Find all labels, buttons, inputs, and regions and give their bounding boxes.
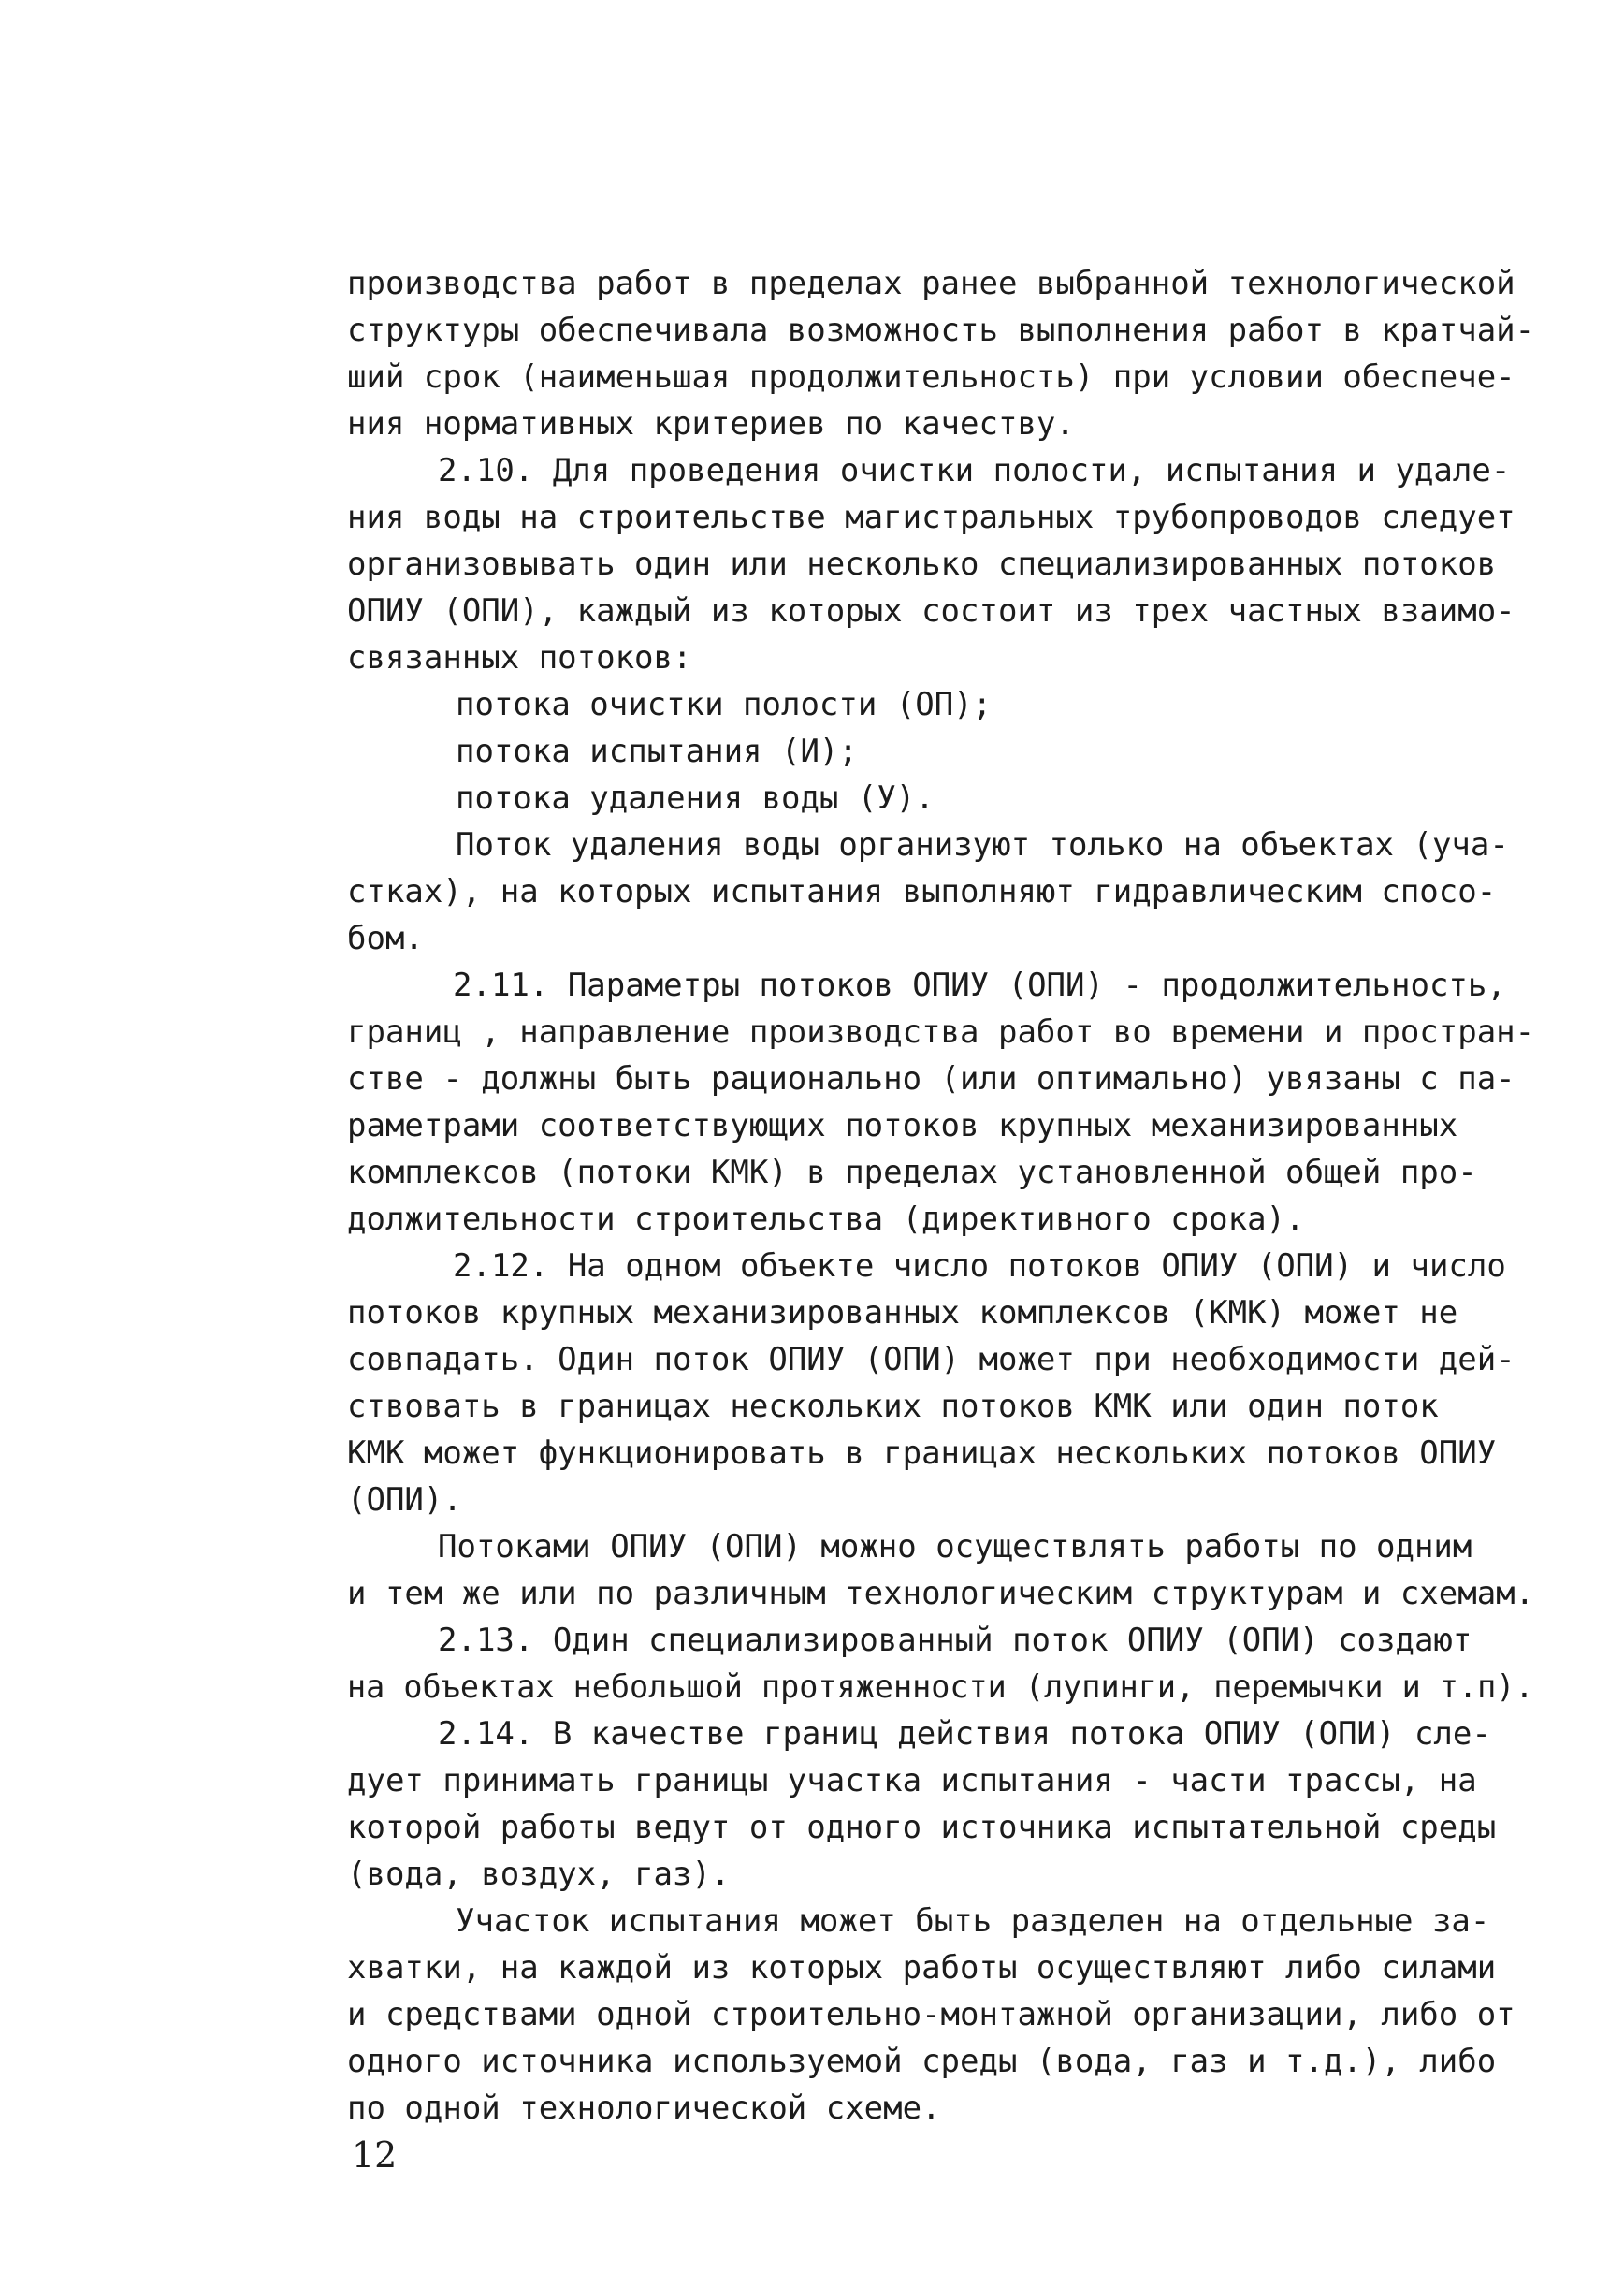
text-line: бом. <box>347 920 424 957</box>
text-line: организовывать один или несколько специализированных потоков <box>347 546 1497 583</box>
text-line: ния воды на строительстве магистральных трубопроводов следует <box>347 499 1515 536</box>
text-line: Потоками ОПИУ (ОПИ) можно осуществлять работы по одним <box>438 1528 1472 1565</box>
text-line: Поток удаления воды организуют только на объектах (уча- <box>456 826 1509 864</box>
text-line: (вода, воздух, газ). <box>347 1856 731 1893</box>
text-line: ствовать в границах нескольких потоков КМК или один поток <box>347 1388 1439 1425</box>
text-line: по одной технологической схеме. <box>347 2089 941 2127</box>
text-line: КМК может функционировать в границах нескольких потоков ОПИУ <box>347 1434 1497 1472</box>
text-line: и средствами одной строительно-монтажной организации, либо от <box>347 1996 1515 2033</box>
text-line: потоков крупных механизированных комплексов (КМК) может не <box>347 1294 1458 1332</box>
text-line: производства работ в пределах ранее выбранной технологической <box>347 265 1515 302</box>
text-line: стках), на которых испытания выполняют гидравлическим спосо- <box>347 873 1497 910</box>
text-line: на объектах небольшой протяженности (лупинги, перемычки и т.п). <box>347 1668 1534 1706</box>
paragraph-heading-2-14: 2.14. В качестве границ действия потока ОПИУ (ОПИ) сле- <box>438 1715 1491 1753</box>
paragraph-heading-2-11: 2.11. Параметры потоков ОПИУ (ОПИ) - продолжительность, <box>453 967 1506 1004</box>
text-line: связанных потоков: <box>347 639 692 677</box>
paragraph-heading-2-10: 2.10. Для проведения очистки полости, испытания и удале- <box>438 452 1511 489</box>
list-item: потока испытания (И); <box>456 733 858 770</box>
text-line: совпадать. Один поток ОПИУ (ОПИ) может при необходимости дей- <box>347 1341 1515 1378</box>
list-item: потока удаления воды (У). <box>456 779 935 817</box>
paragraph-heading-2-12: 2.12. На одном объекте число потоков ОПИУ (ОПИ) и число <box>453 1247 1506 1285</box>
text-line: Участок испытания может быть разделен на отдельные за- <box>456 1902 1490 1940</box>
text-line: (ОПИ). <box>347 1481 462 1519</box>
text-line: комплексов (потоки КМК) в пределах установленной общей про- <box>347 1154 1477 1191</box>
list-item: потока очистки полости (ОП); <box>456 686 993 723</box>
text-line: ния нормативных критериев по качеству. <box>347 405 1075 443</box>
text-line: стве - должны быть рационально (или оптимально) увязаны с па- <box>347 1060 1515 1098</box>
text-line: ОПИУ (ОПИ), каждый из которых состоит из трех частных взаимо- <box>347 592 1515 630</box>
text-line: структуры обеспечивала возможность выполнения работ в кратчай- <box>347 312 1535 349</box>
paragraph-heading-2-13: 2.13. Один специализированный поток ОПИУ (ОПИ) создают <box>438 1622 1472 1659</box>
page-number: 12 <box>352 2134 398 2176</box>
text-line: и тем же или по различным технологическим структурам и схемам. <box>347 1575 1535 1612</box>
text-line: границ , направление производства работ во времени и простран- <box>347 1013 1535 1051</box>
text-line: дует принимать границы участка испытания - части трассы, на <box>347 1762 1477 1799</box>
text-line: одного источника используемой среды (вода, газ и т.д.), либо <box>347 2043 1497 2080</box>
text-line: ший срок (наименьшая продолжительность) при условии обеспече- <box>347 358 1515 396</box>
text-line: хватки, на каждой из которых работы осуществляют либо силами <box>347 1949 1497 1987</box>
text-line: должительности строительства (директивного срока). <box>347 1201 1305 1238</box>
text-line: раметрами соответствующих потоков крупных механизированных <box>347 1107 1458 1144</box>
text-line: которой работы ведут от одного источника испытательной среды <box>347 1809 1497 1846</box>
